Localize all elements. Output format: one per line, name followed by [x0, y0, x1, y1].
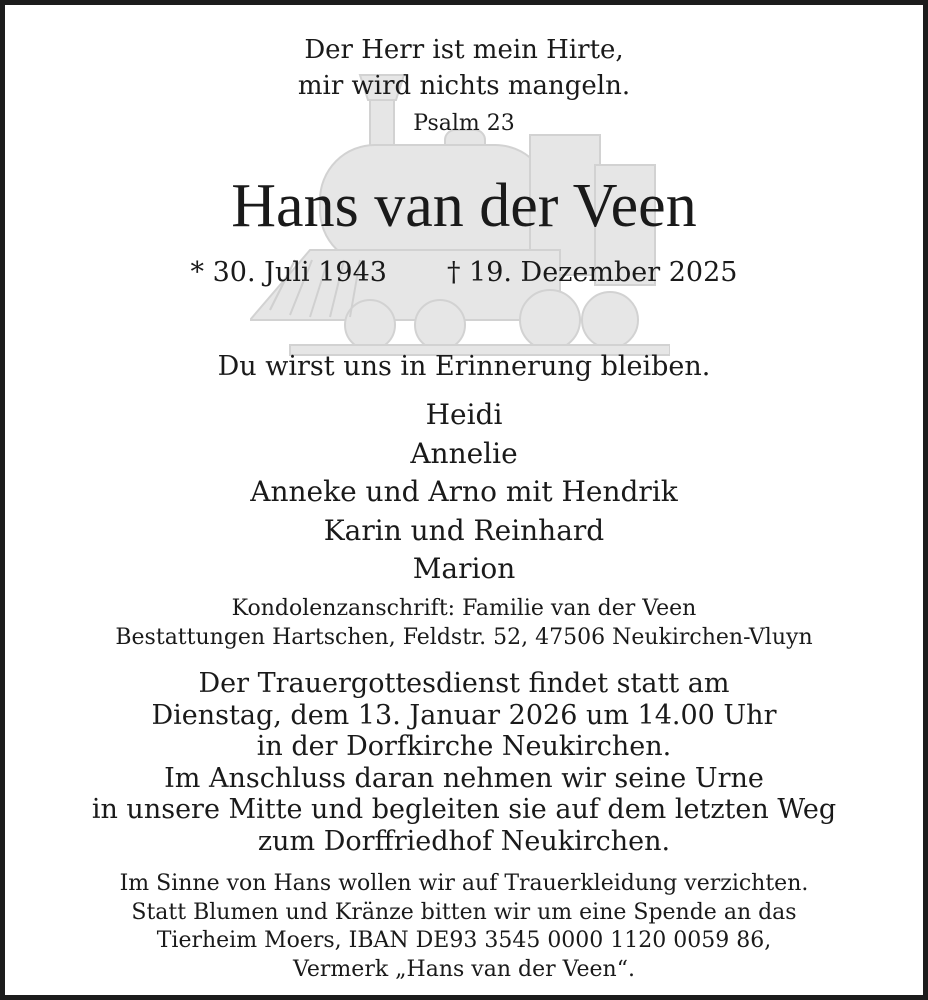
- mourner: Heidi: [425, 398, 503, 431]
- service-line: in der Dorfkirche Neukirchen.: [256, 731, 672, 762]
- mourners-list: [0, 396, 928, 589]
- service-info: [0, 668, 928, 857]
- motto: Du wirst uns in Erinnerung bleiben.: [217, 351, 711, 382]
- service-line: zum Dorffriedhof Neukirchen.: [257, 825, 671, 857]
- mourner: Annelie: [410, 436, 518, 470]
- note-line: Vermerk „Hans van der Veen“.: [293, 956, 635, 982]
- note-line: Im Sinne von Hans wollen wir auf Trauerkleidung verzichten.: [119, 871, 809, 896]
- condolence-line: Kondolenzanschrift: Familie van der Veen: [231, 596, 697, 621]
- service-line: Im Anschluss daran nehmen wir seine Urne: [164, 762, 764, 794]
- deceased-name: Hans van der Veen: [231, 172, 697, 240]
- condolence-address: [0, 594, 928, 652]
- donation-notes: [0, 870, 928, 984]
- service-line: Der Trauergottesdienst findet statt am: [198, 668, 730, 699]
- note-line: Tierheim Moers, IBAN DE93 3545 0000 1120 0059 86,: [156, 928, 772, 953]
- mourner: Marion: [412, 552, 516, 585]
- mourner: Karin und Reinhard: [323, 513, 605, 547]
- psalm-line-2: mir wird nichts mangeln.: [297, 71, 631, 101]
- death-date: † 19. Dezember 2025: [446, 257, 738, 288]
- life-dates: [0, 256, 928, 290]
- psalm-source: Psalm 23: [413, 111, 515, 136]
- psalm-line-1: Der Herr ist mein Hirte,: [304, 35, 624, 65]
- service-line: in unsere Mitte und begleiten sie auf dem letzten Weg: [91, 794, 837, 825]
- note-line: Statt Blumen und Kränze bitten wir um eine Spende an das: [131, 899, 797, 925]
- condolence-line: Bestattungen Hartschen, Feldstr. 52, 47506 Neukirchen-Vluyn: [115, 625, 813, 650]
- service-line: Dienstag, dem 13. Januar 2026 um 14.00 Uhr: [151, 699, 777, 731]
- mourner: Anneke und Arno mit Hendrik: [250, 475, 678, 508]
- birth-date: * 30. Juli 1943: [190, 257, 387, 288]
